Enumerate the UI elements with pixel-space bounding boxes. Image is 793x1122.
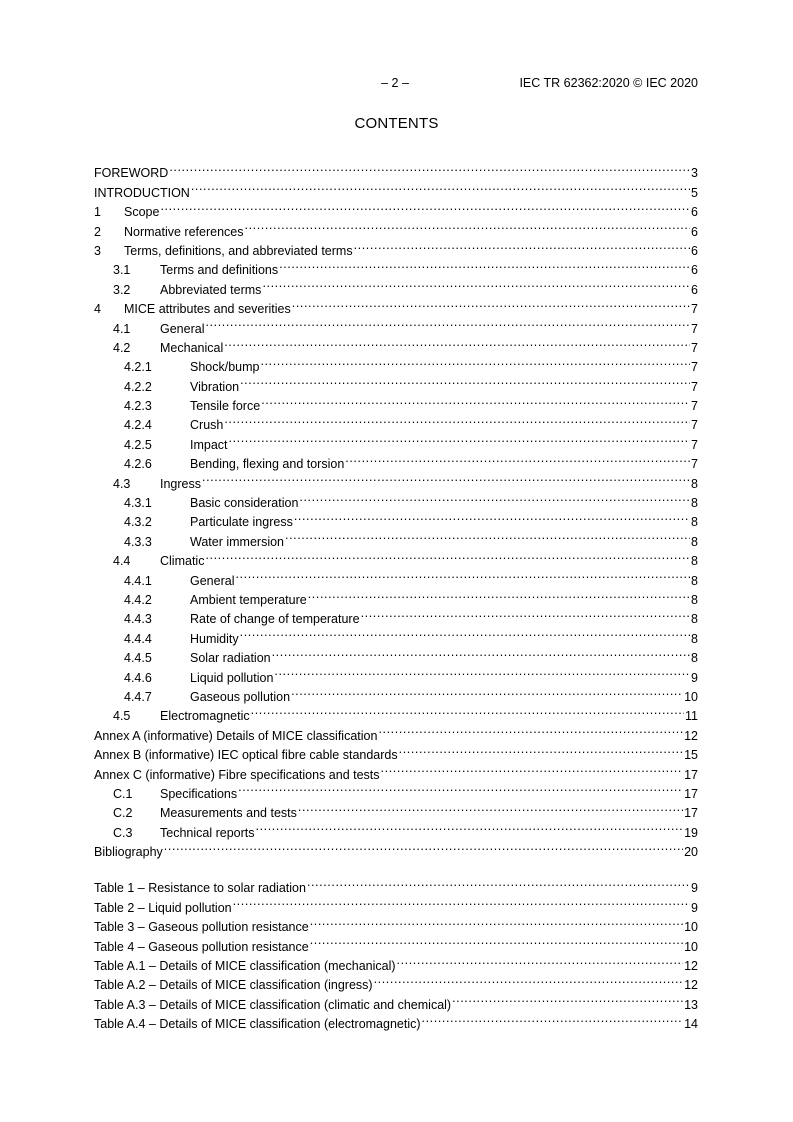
toc-entry-number: 3.2 [113, 282, 131, 297]
toc-entry-label: Specifications [160, 786, 238, 801]
dot-leader [160, 197, 690, 216]
toc-entry-page: 7 [691, 379, 698, 394]
toc-entry-label: Ambient temperature [190, 592, 307, 607]
toc-entry-label: Ingress [160, 476, 201, 491]
toc-entry-label: Annex A (informative) Details of MICE classification [94, 728, 378, 743]
toc-entry[interactable] [94, 837, 698, 860]
toc-entry-label: Gaseous pollution [190, 689, 291, 704]
toc-entry-label: INTRODUCTION [94, 185, 190, 200]
toc-entry-label: Humidity [190, 631, 239, 646]
toc-entry-label: Impact [190, 437, 228, 452]
toc-entry-label: Table 4 – Gaseous pollution resistance [94, 939, 309, 954]
dot-leader [397, 951, 684, 970]
dot-leader [310, 912, 683, 931]
toc-entry[interactable] [94, 177, 698, 200]
toc-entry-label: Table A.3 – Details of MICE classification (climatic and chemical) [94, 997, 452, 1012]
toc-entry-number: 4.2.1 [124, 360, 152, 375]
toc-entry-page: 12 [684, 958, 698, 973]
toc-entry-page: 7 [691, 360, 698, 375]
toc-entry-page: 14 [684, 1017, 698, 1032]
toc-entry-page: 17 [684, 806, 698, 821]
toc-entry-page: 6 [691, 243, 698, 258]
contents-title: CONTENTS [354, 115, 439, 132]
dot-leader [310, 931, 683, 950]
toc-entry-page: 8 [691, 631, 698, 646]
toc-entry-page: 8 [691, 612, 698, 627]
table-of-contents [94, 158, 698, 860]
dot-leader [422, 1009, 684, 1028]
toc-entry-label: Tensile force [190, 399, 261, 414]
toc-entry-page: 8 [691, 651, 698, 666]
dot-leader [345, 449, 690, 468]
toc-entry-page: 5 [691, 185, 698, 200]
toc-entry-page: 8 [691, 515, 698, 530]
toc-entry-number: 4.4.7 [124, 689, 152, 704]
toc-entry-page: 7 [691, 457, 698, 472]
toc-entry-number: C.3 [113, 825, 133, 840]
toc-entry-page: 8 [691, 496, 698, 511]
dot-leader [374, 970, 684, 989]
dot-leader [307, 873, 690, 892]
toc-entry-label: Table A.4 – Details of MICE classification (electromagnetic) [94, 1017, 421, 1032]
toc-entry-number: 4.2.4 [124, 418, 152, 433]
dot-leader [164, 837, 683, 856]
toc-entry-label: General [190, 573, 235, 588]
dot-leader [262, 274, 690, 293]
toc-entry-label: FOREWORD [94, 166, 169, 181]
dot-leader [452, 989, 683, 1008]
toc-entry-page: 8 [691, 554, 698, 569]
dot-leader [285, 526, 690, 545]
toc-entry-page: 13 [684, 997, 698, 1012]
toc-entry-page: 6 [691, 263, 698, 278]
toc-entry-label: MICE attributes and severities [124, 302, 291, 317]
dot-leader [294, 507, 690, 526]
toc-entry[interactable] [94, 216, 698, 239]
toc-entry-number: 4.2.6 [124, 457, 152, 472]
toc-entry-label: Technical reports [160, 825, 255, 840]
dot-leader [245, 216, 691, 235]
toc-entry[interactable] [94, 197, 698, 220]
toc-entry-page: 9 [691, 881, 698, 896]
toc-entry[interactable] [94, 158, 698, 181]
toc-entry-page: 10 [684, 920, 698, 935]
toc-entry-number: 4.4.6 [124, 670, 152, 685]
toc-entry-label: Scope [124, 205, 160, 220]
toc-entry-number: 4.4.5 [124, 651, 152, 666]
toc-entry-label: Climatic [160, 554, 205, 569]
toc-entry-label: Particulate ingress [190, 515, 293, 530]
dot-leader [399, 740, 683, 759]
toc-entry-number: 4.2.3 [124, 399, 152, 414]
toc-entry-page: 3 [691, 166, 698, 181]
toc-entry-label: Liquid pollution [190, 670, 274, 685]
dot-leader [260, 352, 690, 371]
toc-entry-number: 4.4.2 [124, 592, 152, 607]
toc-entry-label: Electromagnetic [160, 709, 250, 724]
toc-entry-number: 4.2.2 [124, 379, 152, 394]
toc-entry-label: Crush [190, 418, 224, 433]
toc-entry-number: 4.3.1 [124, 496, 152, 511]
toc-entry-number: 4.1 [113, 321, 131, 336]
toc-entry-number: 4.5 [113, 709, 131, 724]
toc-entry-label: Table A.2 – Details of MICE classification (ingress) [94, 978, 373, 993]
toc-entry-label: Terms, definitions, and abbreviated terms [124, 243, 353, 258]
toc-entry-page: 8 [691, 573, 698, 588]
dot-leader [256, 817, 684, 836]
toc-entry-label: Table 1 – Resistance to solar radiation [94, 881, 306, 896]
toc-entry-page: 7 [691, 340, 698, 355]
dot-leader [191, 177, 690, 196]
toc-entry-label: Abbreviated terms [160, 282, 262, 297]
toc-entry-number: 4.3.2 [124, 515, 152, 530]
toc-entry-page: 17 [684, 786, 698, 801]
dot-leader [224, 410, 690, 429]
toc-entry-page: 7 [691, 437, 698, 452]
dot-leader [298, 798, 683, 817]
toc-entry-page: 9 [691, 670, 698, 685]
page-number: – 2 – [381, 76, 409, 90]
toc-entry-label: Basic consideration [190, 496, 299, 511]
toc-entry-label: Measurements and tests [160, 806, 297, 821]
toc-entry-page: 11 [685, 709, 698, 724]
toc-entry-page: 6 [691, 205, 698, 220]
toc-entry-number: 4.4.3 [124, 612, 152, 627]
toc-entry-label: Mechanical [160, 340, 224, 355]
toc-entry-number: 2 [94, 224, 101, 239]
dot-leader [202, 468, 690, 487]
toc-entry-label: Annex C (informative) Fibre specifications and tests [94, 767, 380, 782]
dot-leader [169, 158, 690, 177]
dot-leader [233, 892, 690, 911]
toc-entry-label: Normative references [124, 224, 244, 239]
toc-entry-number: 4.4.1 [124, 573, 152, 588]
toc-entry-page: 7 [691, 418, 698, 433]
toc-entry-label: Bibliography [94, 845, 163, 860]
toc-entry-label: Solar radiation [190, 651, 271, 666]
toc-entry-number: 1 [94, 205, 101, 220]
dot-leader [251, 701, 684, 720]
toc-entry-page: 7 [691, 399, 698, 414]
dot-leader [205, 313, 690, 332]
list-of-tables [94, 873, 698, 1032]
toc-entry-label: Vibration [190, 379, 240, 394]
dot-leader [272, 643, 690, 662]
dot-leader [299, 488, 690, 507]
toc-entry-label: Annex B (informative) IEC optical fibre cable standards [94, 748, 398, 763]
toc-entry-page: 12 [684, 978, 698, 993]
toc-entry-number: 4.4 [113, 554, 131, 569]
dot-leader [291, 682, 683, 701]
dot-leader [308, 585, 690, 604]
toc-entry-number: 4 [94, 302, 101, 317]
toc-entry-page: 6 [691, 282, 698, 297]
toc-entry-page: 9 [691, 900, 698, 915]
dot-leader [274, 662, 690, 681]
document-id: IEC TR 62362:2020 © IEC 2020 [519, 76, 698, 90]
dot-leader [229, 429, 691, 448]
toc-entry-page: 12 [684, 728, 698, 743]
toc-entry-number: 4.2.5 [124, 437, 152, 452]
dot-leader [224, 333, 690, 352]
toc-entry-page: 8 [691, 476, 698, 491]
dot-leader [240, 371, 690, 390]
dot-leader [292, 294, 690, 313]
toc-entry[interactable] [94, 873, 698, 896]
toc-entry-page: 17 [684, 767, 698, 782]
toc-entry-number: 3.1 [113, 263, 131, 278]
toc-entry-number: 4.3 [113, 476, 131, 491]
toc-entry-page: 15 [684, 748, 698, 763]
toc-entry-number: 3 [94, 243, 101, 258]
dot-leader [279, 255, 690, 274]
dot-leader [205, 546, 690, 565]
toc-entry-label: General [160, 321, 205, 336]
toc-entry-number: C.2 [113, 806, 133, 821]
toc-entry-page: 7 [691, 321, 698, 336]
dot-leader [378, 720, 683, 739]
toc-entry-page: 8 [691, 534, 698, 549]
toc-entry-page: 20 [684, 845, 698, 860]
dot-leader [354, 236, 690, 255]
toc-entry-label: Shock/bump [190, 360, 260, 375]
dot-leader [235, 565, 690, 584]
toc-entry-page: 10 [684, 689, 698, 704]
toc-entry-number: 4.3.3 [124, 534, 152, 549]
dot-leader [361, 604, 690, 623]
dot-leader [238, 779, 683, 798]
toc-entry-page: 8 [691, 592, 698, 607]
toc-entry-number: C.1 [113, 786, 133, 801]
toc-entry-number: 4.4.4 [124, 631, 152, 646]
toc-entry-number: 4.2 [113, 340, 131, 355]
toc-entry-label: Table 3 – Gaseous pollution resistance [94, 920, 309, 935]
toc-entry-label: Bending, flexing and torsion [190, 457, 345, 472]
toc-entry-label: Rate of change of temperature [190, 612, 360, 627]
toc-entry-page: 19 [684, 825, 698, 840]
dot-leader [381, 759, 684, 778]
toc-entry-page: 7 [691, 302, 698, 317]
toc-entry-label: Terms and definitions [160, 263, 279, 278]
toc-entry-label: Table A.1 – Details of MICE classification (mechanical) [94, 958, 396, 973]
dot-leader [261, 391, 690, 410]
toc-entry-label: Table 2 – Liquid pollution [94, 900, 232, 915]
toc-entry-label: Water immersion [190, 534, 284, 549]
toc-entry-page: 10 [684, 939, 698, 954]
dot-leader [240, 623, 690, 642]
toc-entry-page: 6 [691, 224, 698, 239]
